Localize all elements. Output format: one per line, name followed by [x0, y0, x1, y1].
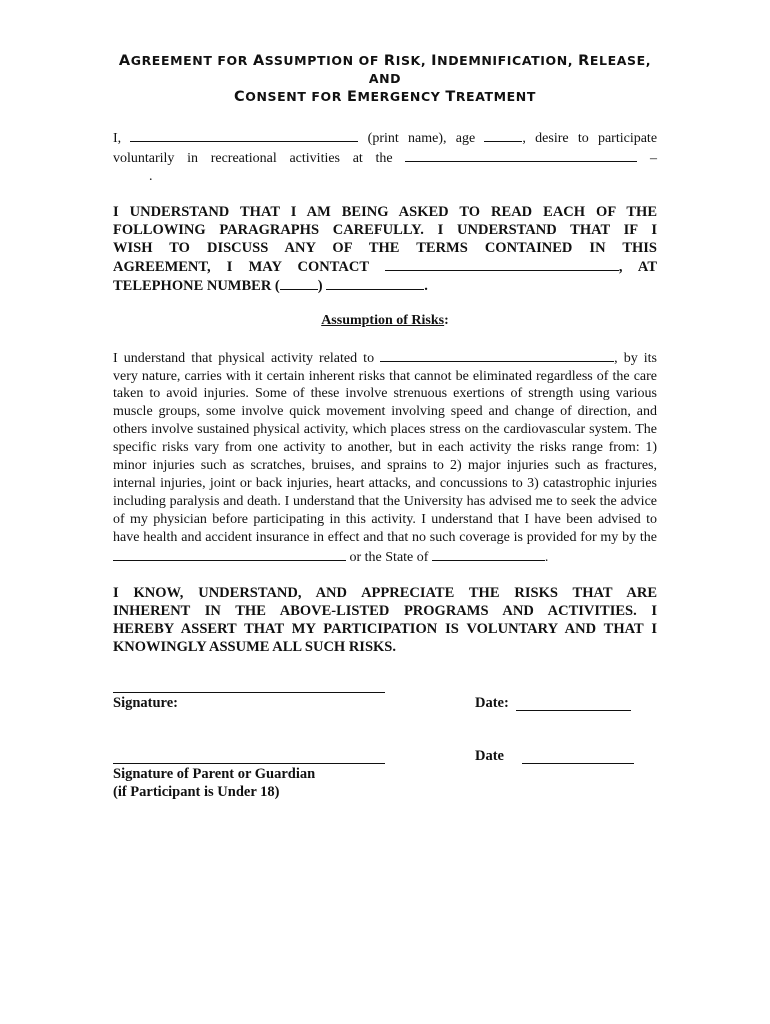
read-carefully-notice: I UNDERSTAND THAT I AM BEING ASKED TO READ EACH OF THE FOLLOWING PARAGRAPHS CAREFULLY. I UNDERSTAND THAT IF I WISH TO DISCUSS ANY OF THE TERMS CONTAINED IN THIS AGREEMENT, I MAY CONTACT , AT TELEPHONE NUMBER ( ) . [113, 203, 657, 294]
parent-date-field[interactable] [522, 763, 634, 764]
assumption-of-risks-heading: Assumption of Risks: [321, 312, 449, 328]
parent-signature-line[interactable] [113, 763, 385, 764]
contact-name-field[interactable] [385, 257, 619, 271]
intro-paragraph: I, (print name), age , desire to participate voluntarily in recreational activities at the – . [113, 128, 657, 186]
signature-label: Signature: [113, 695, 178, 711]
agreement-document [113, 52, 657, 656]
date-label: Date: [475, 695, 509, 711]
print-name-field[interactable] [130, 128, 358, 142]
telephone-number-field[interactable] [326, 276, 424, 290]
title-line-2: CONSENT FOR EMERGENCY TREATMENT [234, 89, 536, 105]
parent-date-label: Date [475, 748, 504, 764]
activity-field[interactable] [380, 348, 614, 362]
parent-signature-label: Signature of Parent or Guardian [113, 766, 316, 782]
participant-signature-line[interactable] [113, 692, 385, 693]
age-field[interactable] [484, 128, 522, 142]
title-line-1: AGREEMENT FOR ASSUMPTION OF RISK, INDEMNIFICATION, RELEASE, AND [118, 53, 652, 86]
parent-signature-note: (if Participant is Under 18) [113, 784, 280, 800]
assumption-of-risks-paragraph: I understand that physical activity related to , by its very nature, carries with it certain inherent risks that cannot be eliminated regardless of the care taken to avoid injuries. Some of these involve strenuous exertions of strength using various muscle groups, some involve quick movement involving speed and change of direction, and others involve sustained physical activity, which places stress on the cardiovascular system. The specific risks vary from one activity to another, but in each activity the risks range from: 1) minor injuries such as scratches, bruises, and sprains to 2) major injuries such as fractures, internal injuries, joint or back injuries, heart attacks, and concussions to 3) catastrophic injuries including paralysis and death. I understand that the University has advised me to seek the advice of my physician before participating in this activity. I understand that I have been advised to have health and accident insurance in effect and that no such coverage is provided for my by the or the State of . [113, 348, 657, 567]
acknowledgement-notice: I KNOW, UNDERSTAND, AND APPRECIATE THE RISKS THAT ARE INHERENT IN THE ABOVE-LISTED PROGRAMS AND ACTIVITIES. I HEREBY ASSERT THAT MY PARTICIPATION IS VOLUNTARY AND THAT I KNOWINGLY ASSUME ALL SUCH RISKS. [113, 584, 657, 655]
university-name-field[interactable] [113, 547, 346, 561]
area-code-field[interactable] [280, 276, 318, 290]
date-field[interactable] [516, 710, 631, 711]
document-title [113, 52, 657, 106]
state-field[interactable] [432, 547, 545, 561]
location-field[interactable] [405, 148, 637, 162]
